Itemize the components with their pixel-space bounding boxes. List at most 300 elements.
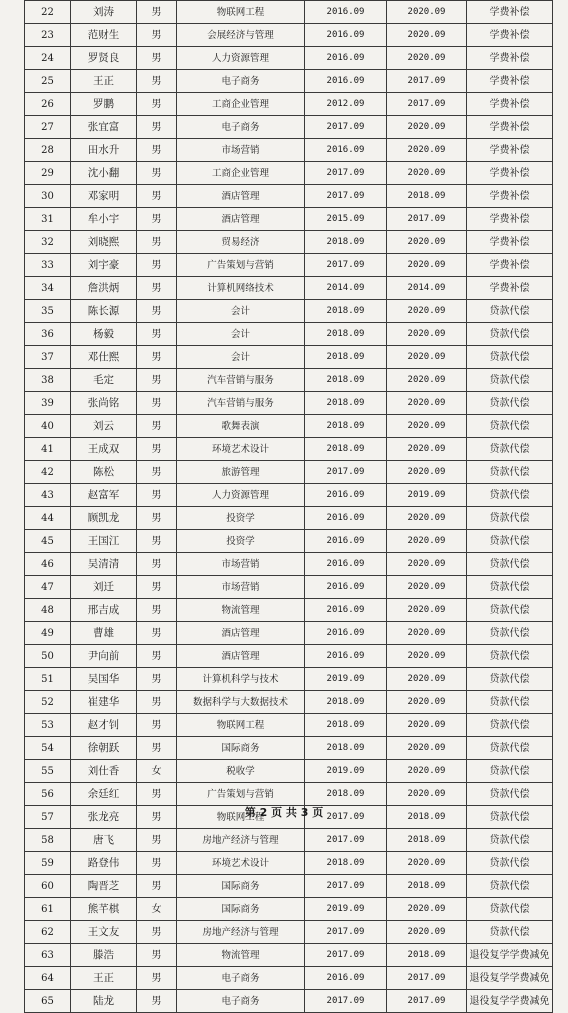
end-date: 2020.09 [387,737,467,760]
student-name: 陈松 [71,461,137,484]
gender: 男 [137,576,177,599]
end-date: 2020.09 [387,622,467,645]
end-date: 2020.09 [387,714,467,737]
student-name: 毛定 [71,369,137,392]
end-date: 2020.09 [387,231,467,254]
start-date: 2018.09 [305,369,387,392]
gender: 男 [137,323,177,346]
end-date: 2020.09 [387,1,467,24]
table-row [25,47,553,70]
start-date: 2017.09 [305,254,387,277]
aid-type: 贷款代偿 [467,645,553,668]
row-index: 50 [25,645,71,668]
aid-type: 学费补偿 [467,139,553,162]
table-row [25,530,553,553]
student-name: 沈小翻 [71,162,137,185]
start-date: 2016.09 [305,24,387,47]
aid-type: 学费补偿 [467,208,553,231]
aid-type: 学费补偿 [467,24,553,47]
gender: 男 [137,208,177,231]
gender: 男 [137,70,177,93]
aid-type: 学费补偿 [467,93,553,116]
end-date: 2017.09 [387,70,467,93]
start-date: 2017.09 [305,921,387,944]
row-index: 31 [25,208,71,231]
row-index: 26 [25,93,71,116]
gender: 男 [137,507,177,530]
major: 税收学 [177,760,305,783]
student-name: 余廷红 [71,783,137,806]
row-index: 53 [25,714,71,737]
major: 会计 [177,300,305,323]
aid-type: 贷款代偿 [467,323,553,346]
student-name: 路登伟 [71,852,137,875]
end-date: 2020.09 [387,760,467,783]
table-body [25,1,553,1013]
row-index: 29 [25,162,71,185]
student-name: 曹雄 [71,622,137,645]
major: 房地产经济与管理 [177,829,305,852]
row-index: 40 [25,415,71,438]
start-date: 2016.09 [305,70,387,93]
gender: 男 [137,553,177,576]
major: 房地产经济与管理 [177,921,305,944]
gender: 男 [137,24,177,47]
end-date: 2020.09 [387,852,467,875]
end-date: 2020.09 [387,898,467,921]
student-name: 赵才钊 [71,714,137,737]
aid-type: 学费补偿 [467,231,553,254]
major: 工商企业管理 [177,93,305,116]
start-date: 2018.09 [305,852,387,875]
table-row [25,921,553,944]
start-date: 2018.09 [305,691,387,714]
end-date: 2018.09 [387,875,467,898]
student-name: 尹向前 [71,645,137,668]
student-name: 范财生 [71,24,137,47]
gender: 男 [137,829,177,852]
row-index: 42 [25,461,71,484]
aid-type: 贷款代偿 [467,484,553,507]
start-date: 2016.09 [305,622,387,645]
table-row [25,300,553,323]
major: 计算机网络技术 [177,277,305,300]
student-name: 王正 [71,967,137,990]
aid-type: 贷款代偿 [467,875,553,898]
student-name: 吴国华 [71,668,137,691]
end-date: 2017.09 [387,990,467,1013]
gender: 男 [137,231,177,254]
end-date: 2014.09 [387,277,467,300]
aid-type: 贷款代偿 [467,760,553,783]
end-date: 2020.09 [387,921,467,944]
gender: 男 [137,944,177,967]
major: 酒店管理 [177,185,305,208]
aid-type: 贷款代偿 [467,852,553,875]
table-row [25,369,553,392]
major: 市场营销 [177,553,305,576]
table-row [25,254,553,277]
gender: 男 [137,668,177,691]
major: 物联网工程 [177,806,305,829]
aid-type: 贷款代偿 [467,369,553,392]
start-date: 2016.09 [305,47,387,70]
student-name: 王文友 [71,921,137,944]
end-date: 2020.09 [387,783,467,806]
end-date: 2017.09 [387,93,467,116]
gender: 男 [137,139,177,162]
start-date: 2016.09 [305,645,387,668]
row-index: 30 [25,185,71,208]
row-index: 65 [25,990,71,1013]
start-date: 2017.09 [305,162,387,185]
major: 酒店管理 [177,622,305,645]
aid-type: 贷款代偿 [467,346,553,369]
row-index: 23 [25,24,71,47]
table-row [25,645,553,668]
start-date: 2019.09 [305,668,387,691]
gender: 男 [137,1,177,24]
aid-type: 退役复学学费减免 [467,944,553,967]
aid-type: 贷款代偿 [467,898,553,921]
student-name: 田水升 [71,139,137,162]
aid-type: 贷款代偿 [467,668,553,691]
end-date: 2020.09 [387,323,467,346]
aid-type: 贷款代偿 [467,599,553,622]
student-name: 刘云 [71,415,137,438]
student-name: 刘迁 [71,576,137,599]
aid-type: 贷款代偿 [467,622,553,645]
start-date: 2018.09 [305,714,387,737]
start-date: 2017.09 [305,116,387,139]
row-index: 58 [25,829,71,852]
aid-type: 贷款代偿 [467,300,553,323]
student-name: 张宜富 [71,116,137,139]
gender: 男 [137,691,177,714]
row-index: 60 [25,875,71,898]
table-row [25,714,553,737]
table-row [25,852,553,875]
start-date: 2016.09 [305,139,387,162]
major: 会计 [177,323,305,346]
start-date: 2019.09 [305,760,387,783]
aid-type: 贷款代偿 [467,576,553,599]
major: 广告策划与营销 [177,254,305,277]
start-date: 2014.09 [305,277,387,300]
major: 国际商务 [177,875,305,898]
major: 电子商务 [177,967,305,990]
start-date: 2018.09 [305,737,387,760]
table-row [25,208,553,231]
aid-type: 贷款代偿 [467,553,553,576]
row-index: 48 [25,599,71,622]
end-date: 2020.09 [387,530,467,553]
table-row [25,438,553,461]
row-index: 56 [25,783,71,806]
row-index: 24 [25,47,71,70]
end-date: 2020.09 [387,116,467,139]
start-date: 2017.09 [305,185,387,208]
start-date: 2018.09 [305,323,387,346]
start-date: 2018.09 [305,392,387,415]
table-row [25,691,553,714]
start-date: 2018.09 [305,346,387,369]
start-date: 2018.09 [305,438,387,461]
row-index: 52 [25,691,71,714]
start-date: 2016.09 [305,576,387,599]
aid-type: 贷款代偿 [467,714,553,737]
student-name: 邢吉成 [71,599,137,622]
student-name: 邓家明 [71,185,137,208]
student-table [24,0,553,1013]
major: 物流管理 [177,599,305,622]
major: 会展经济与管理 [177,24,305,47]
table-row [25,392,553,415]
gender: 男 [137,346,177,369]
major: 电子商务 [177,70,305,93]
row-index: 22 [25,1,71,24]
student-name: 王正 [71,70,137,93]
row-index: 51 [25,668,71,691]
table-row [25,737,553,760]
gender: 男 [137,622,177,645]
student-name: 刘宇豪 [71,254,137,277]
end-date: 2020.09 [387,346,467,369]
start-date: 2019.09 [305,898,387,921]
start-date: 2016.09 [305,553,387,576]
table-row [25,622,553,645]
aid-type: 贷款代偿 [467,737,553,760]
start-date: 2016.09 [305,484,387,507]
start-date: 2017.09 [305,461,387,484]
major: 投资学 [177,530,305,553]
gender: 男 [137,300,177,323]
major: 市场营销 [177,576,305,599]
student-name: 王成双 [71,438,137,461]
start-date: 2016.09 [305,599,387,622]
row-index: 32 [25,231,71,254]
table-row [25,24,553,47]
gender: 男 [137,277,177,300]
end-date: 2020.09 [387,24,467,47]
major: 国际商务 [177,898,305,921]
row-index: 47 [25,576,71,599]
start-date: 2018.09 [305,415,387,438]
aid-type: 学费补偿 [467,185,553,208]
table-row [25,944,553,967]
end-date: 2020.09 [387,691,467,714]
major: 物联网工程 [177,1,305,24]
major: 人力资源管理 [177,47,305,70]
major: 酒店管理 [177,208,305,231]
student-name: 罗贤良 [71,47,137,70]
gender: 男 [137,852,177,875]
row-index: 35 [25,300,71,323]
major: 电子商务 [177,116,305,139]
major: 市场营销 [177,139,305,162]
student-name: 刘晓熙 [71,231,137,254]
table-row [25,415,553,438]
gender: 男 [137,369,177,392]
table-row [25,277,553,300]
row-index: 43 [25,484,71,507]
gender: 男 [137,461,177,484]
student-name: 牟小宇 [71,208,137,231]
aid-type: 贷款代偿 [467,438,553,461]
major: 环境艺术设计 [177,438,305,461]
aid-type: 学费补偿 [467,1,553,24]
aid-type: 贷款代偿 [467,783,553,806]
table-row [25,346,553,369]
table-row [25,990,553,1013]
end-date: 2020.09 [387,392,467,415]
aid-type: 贷款代偿 [467,691,553,714]
row-index: 57 [25,806,71,829]
gender: 男 [137,990,177,1013]
end-date: 2020.09 [387,438,467,461]
aid-type: 学费补偿 [467,254,553,277]
student-name: 刘仕香 [71,760,137,783]
table-row [25,461,553,484]
gender: 男 [137,93,177,116]
start-date: 2016.09 [305,507,387,530]
table-row [25,507,553,530]
aid-type: 学费补偿 [467,162,553,185]
end-date: 2020.09 [387,47,467,70]
major: 物流管理 [177,944,305,967]
end-date: 2020.09 [387,162,467,185]
end-date: 2018.09 [387,829,467,852]
start-date: 2016.09 [305,1,387,24]
table-row [25,116,553,139]
table-row [25,875,553,898]
start-date: 2017.09 [305,829,387,852]
aid-type: 贷款代偿 [467,806,553,829]
gender: 男 [137,645,177,668]
student-name: 唐飞 [71,829,137,852]
start-date: 2015.09 [305,208,387,231]
major: 酒店管理 [177,645,305,668]
major: 广告策划与营销 [177,783,305,806]
major: 汽车营销与服务 [177,392,305,415]
aid-type: 贷款代偿 [467,461,553,484]
end-date: 2020.09 [387,254,467,277]
aid-type: 退役复学学费减免 [467,990,553,1013]
table-row [25,323,553,346]
aid-type: 贷款代偿 [467,507,553,530]
major: 电子商务 [177,990,305,1013]
gender: 男 [137,484,177,507]
student-name: 陆龙 [71,990,137,1013]
aid-type: 贷款代偿 [467,530,553,553]
table-row [25,93,553,116]
major: 歌舞表演 [177,415,305,438]
end-date: 2018.09 [387,806,467,829]
gender: 男 [137,530,177,553]
row-index: 33 [25,254,71,277]
table-row [25,760,553,783]
table-row [25,139,553,162]
row-index: 55 [25,760,71,783]
aid-type: 贷款代偿 [467,829,553,852]
gender: 女 [137,898,177,921]
gender: 男 [137,392,177,415]
major: 会计 [177,346,305,369]
gender: 男 [137,162,177,185]
student-name: 王国江 [71,530,137,553]
gender: 男 [137,116,177,139]
end-date: 2020.09 [387,300,467,323]
table-row [25,829,553,852]
aid-type: 贷款代偿 [467,921,553,944]
page-number: 第 2 页 共 3 页 [244,806,324,819]
row-index: 39 [25,392,71,415]
student-name: 陶晋芝 [71,875,137,898]
aid-type: 学费补偿 [467,70,553,93]
start-date: 2018.09 [305,783,387,806]
table-row [25,185,553,208]
student-name: 徐朝跃 [71,737,137,760]
row-index: 64 [25,967,71,990]
row-index: 28 [25,139,71,162]
aid-type: 贷款代偿 [467,392,553,415]
row-index: 38 [25,369,71,392]
gender: 男 [137,921,177,944]
table-row [25,599,553,622]
student-name: 罗鹏 [71,93,137,116]
table-row [25,783,553,806]
student-name: 詹洪炳 [71,277,137,300]
table-row [25,231,553,254]
end-date: 2018.09 [387,185,467,208]
table-row [25,553,553,576]
end-date: 2020.09 [387,507,467,530]
row-index: 46 [25,553,71,576]
end-date: 2017.09 [387,967,467,990]
start-date: 2017.09 [305,806,387,829]
end-date: 2020.09 [387,553,467,576]
start-date: 2017.09 [305,875,387,898]
student-name: 刘涛 [71,1,137,24]
end-date: 2020.09 [387,668,467,691]
start-date: 2016.09 [305,530,387,553]
student-name: 顾凯龙 [71,507,137,530]
major: 物联网工程 [177,714,305,737]
student-name: 张龙亮 [71,806,137,829]
end-date: 2017.09 [387,208,467,231]
row-index: 27 [25,116,71,139]
gender: 男 [137,438,177,461]
student-name: 崔建华 [71,691,137,714]
start-date: 2018.09 [305,231,387,254]
student-name: 邓仕熙 [71,346,137,369]
aid-type: 学费补偿 [467,47,553,70]
gender: 男 [137,875,177,898]
start-date: 2018.09 [305,300,387,323]
row-index: 54 [25,737,71,760]
gender: 女 [137,760,177,783]
table-row [25,484,553,507]
end-date: 2020.09 [387,369,467,392]
gender: 男 [137,415,177,438]
gender: 男 [137,737,177,760]
aid-type: 贷款代偿 [467,415,553,438]
gender: 男 [137,254,177,277]
gender: 男 [137,47,177,70]
student-name: 吴清清 [71,553,137,576]
gender: 男 [137,783,177,806]
row-index: 59 [25,852,71,875]
